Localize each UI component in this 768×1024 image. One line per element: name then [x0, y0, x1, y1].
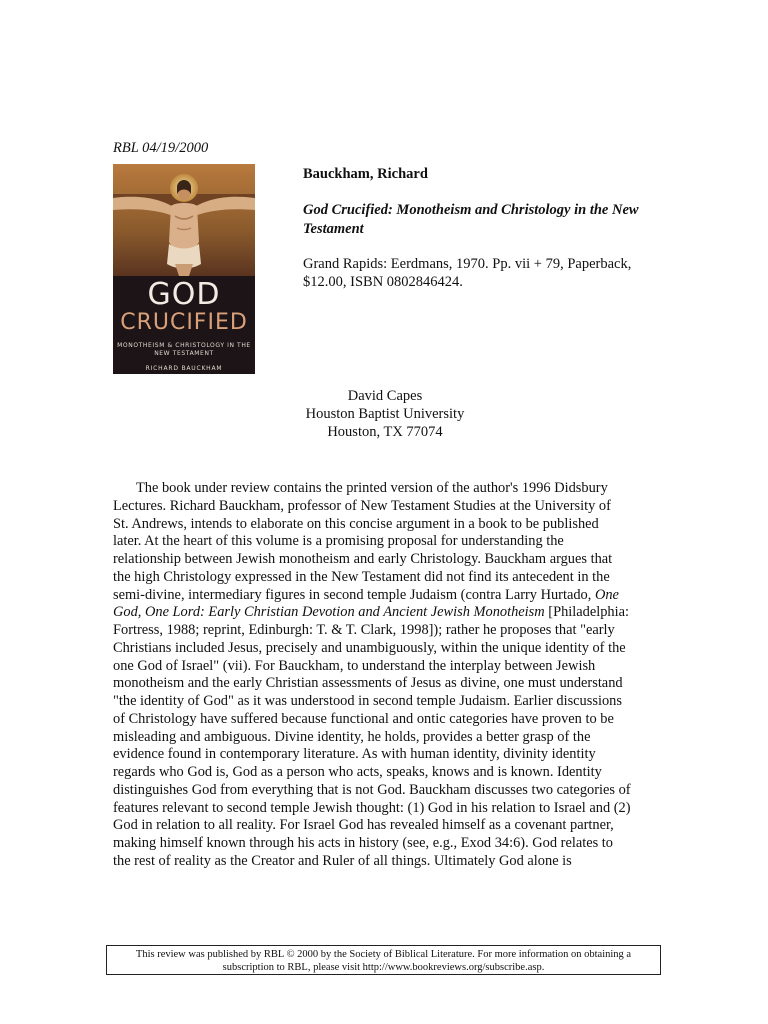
reviewer-institution: Houston Baptist University [305, 406, 465, 422]
body-line: Fortress, 1988; reprint, Edinburgh: T. & T. Clark, 1998]); rather he proposes that "early [113, 622, 615, 638]
body-line [113, 604, 658, 622]
reviewer-block [280, 387, 490, 441]
publication-info [303, 255, 663, 291]
book-cover-image [113, 164, 255, 374]
review-body [113, 480, 658, 871]
rbl-date: RBL 04/19/2000 [113, 140, 209, 156]
body-line: relationship between Jewish monotheism and early Christology. Bauckham argues that [113, 551, 613, 567]
publication-line: Grand Rapids: Eerdmans, 1970. Pp. vii + 79, Paperback, [303, 256, 632, 272]
footer-line: subscription to RBL, please visit http://www.bookreviews.org/subscribe.asp. [222, 962, 545, 973]
book-title: God Crucified: Monotheism and Christology in the New Testament [303, 202, 639, 237]
copyright-footer [106, 945, 661, 975]
body-text-run: semi-divine, intermediary figures in second temple Judaism (contra Larry Hurtado, [113, 586, 595, 603]
body-line: one God of Israel" (vii). For Bauckham, to understand the interplay between Jewish [113, 657, 596, 674]
body-line: making himself known through his acts in history (see, e.g., Exod 34:6). God relates to [113, 835, 613, 851]
body-line: distinguishes God from everything that is not God. Bauckham discusses two categories of [113, 781, 631, 798]
cover-title-crucified: CRUCIFIED [120, 310, 248, 335]
cited-title: One [594, 586, 619, 603]
cited-title: God, One Lord: Early Christian Devotion and Ancient Jewish Monotheism [113, 604, 545, 621]
cover-author: RICHARD BAUCKHAM [145, 365, 223, 372]
body-line [113, 587, 658, 605]
reviewer-location: Houston, TX 77074 [327, 424, 443, 440]
publication-line: $12.00, ISBN 0802846424. [303, 274, 463, 290]
cover-title-god: GOD [147, 277, 221, 312]
body-line: Christians included Jesus, precisely and unambiguously, within the unique identity of the [113, 639, 626, 656]
body-line: "the identity of God" as it was understood in second temple Judaism. Earlier discussions [113, 693, 622, 709]
body-line: regards who God is, God as a person who acts, speaks, knows and is known. Identity [113, 764, 602, 780]
body-line: monotheism and the early Christian assessments of Jesus as divine, one must understand [113, 675, 623, 692]
body-line: Lectures. Richard Bauckham, professor of New Testament Studies at the University of [113, 497, 611, 514]
body-line: The book under review contains the printed version of the author's 1996 Didsbury [136, 480, 608, 496]
body-line: God in relation to all reality. For Israel God has revealed himself as a covenant partner, [113, 817, 614, 834]
footer-line: This review was published by RBL © 2000 by the Society of Biblical Literature. For more information on obtaining a [135, 949, 632, 960]
body-line: St. Andrews, intends to elaborate on this concise argument in a book to be published [113, 515, 599, 532]
body-line: the rest of reality as the Creator and Ruler of all things. Ultimately God alone is [113, 852, 572, 869]
body-line: later. At the heart of this volume is a promising proposal for understanding the [113, 533, 564, 550]
body-line: evidence found in contemporary literature. As with human identity, divinity identity [113, 746, 596, 763]
reviewer-name: David Capes [347, 388, 423, 404]
body-line: of Christology have suffered because functional and ontic categories have proven to be [113, 710, 614, 727]
body-line: misleading and ambiguous. Divine identity, he holds, provides a better grasp of the [113, 728, 591, 745]
cover-subtitle: MONOTHEISM & CHRISTOLOGY IN THE NEW TESTAMENT [117, 342, 251, 357]
body-text-run: [Philadelphia: [544, 604, 630, 621]
book-author: Bauckham, Richard [303, 166, 428, 182]
body-line: the high Christology expressed in the New Testament did not find its antecedent in the [113, 568, 610, 585]
body-line: features relevant to second temple Jewish thought: (1) God in his relation to Israel and (2) [113, 799, 631, 816]
